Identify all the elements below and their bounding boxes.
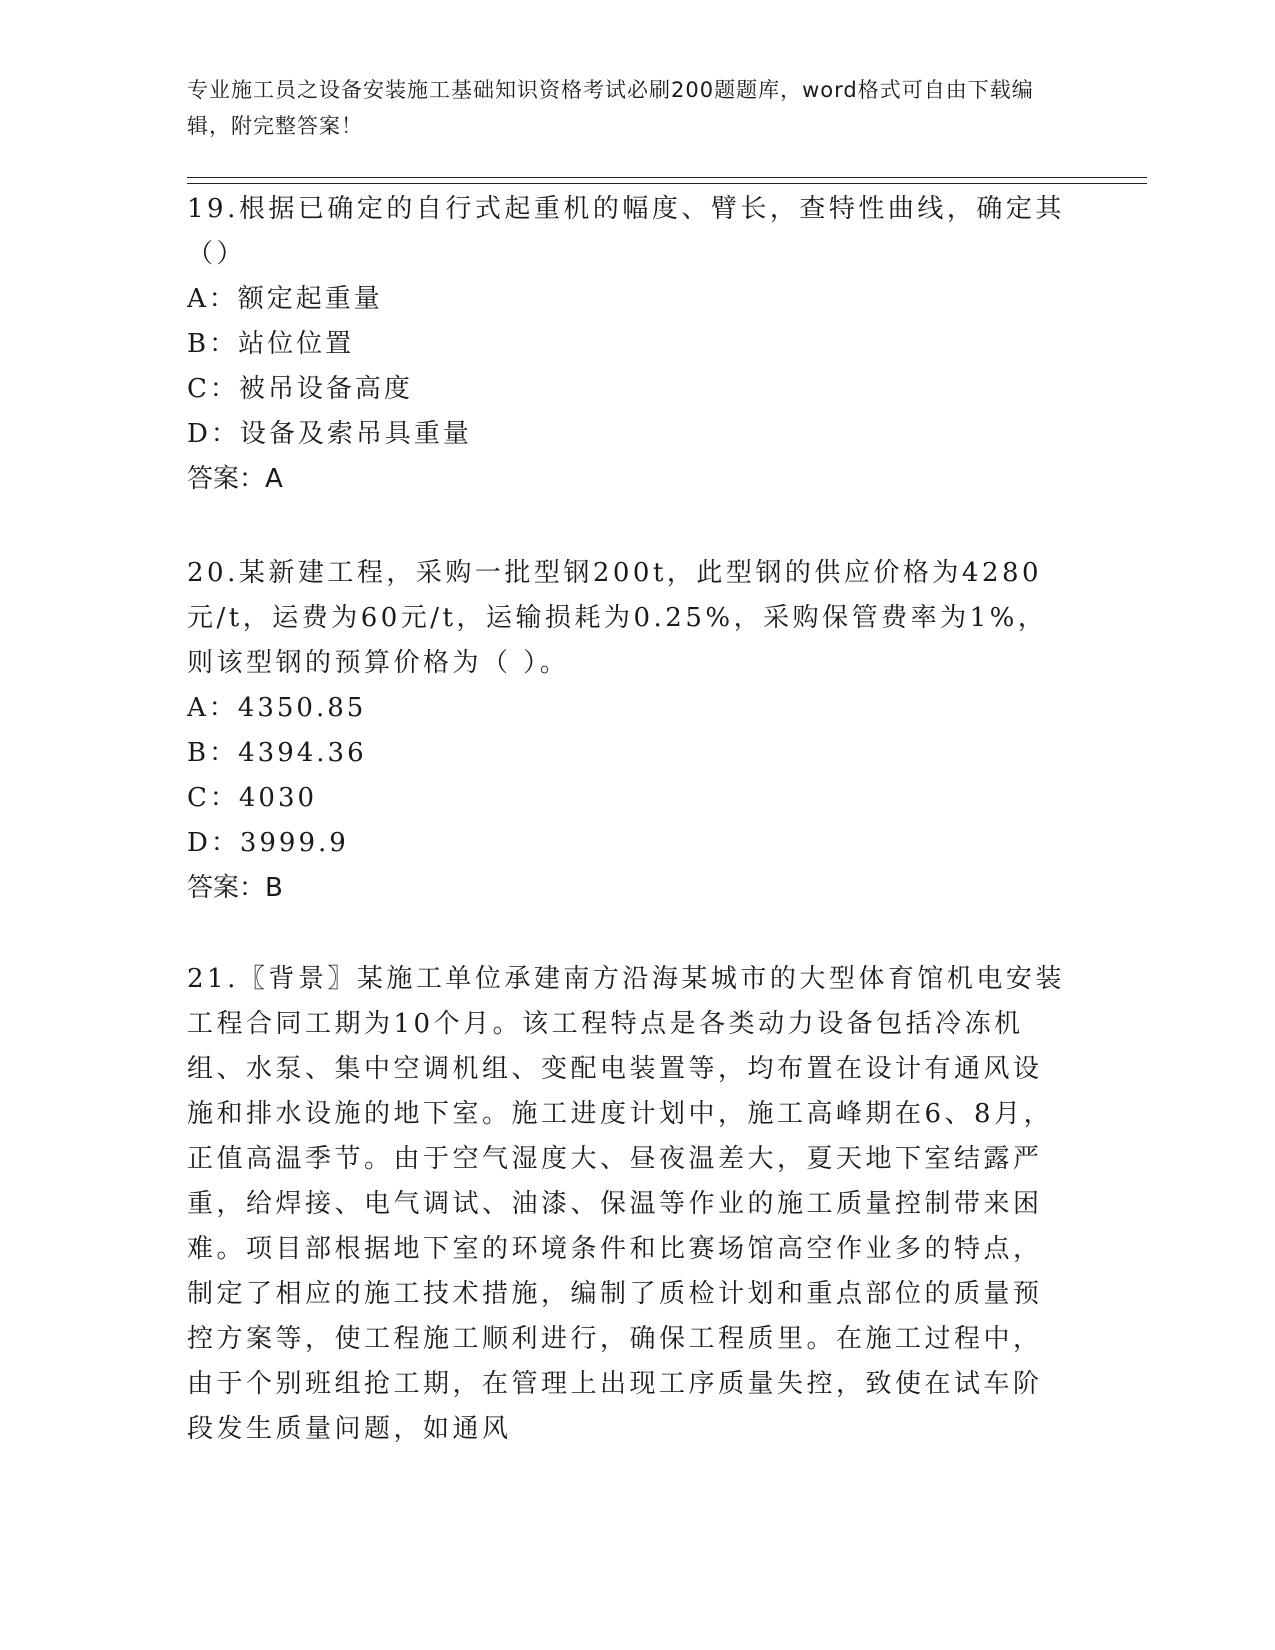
option-d: D：3999.9 <box>187 828 349 858</box>
option-a: A：4350.85 <box>187 693 367 723</box>
header-divider-top <box>187 177 1147 178</box>
question-text: 19.根据已确定的自行式起重机的幅度、臂长，查特性曲线，确定其（） <box>187 194 1065 269</box>
answer: 答案：B <box>187 873 283 903</box>
option-a: A：额定起重量 <box>187 284 383 314</box>
question-text: 21.〖背景〗某施工单位承建南方沿海某城市的大型体育馆机电安装工程合同工期为10个月。该工程特点是各类动力设备包括冷冻机组、水泵、集中空调机组、变配电装置等，均布置在设计有通风设施和排水设施的地下室。施工进度计划中，施工高峰期在6、8月，正值高温季节。由于空气湿度大、昼夜温差大，夏天地下室结露严重，给焊接、电气调试、油漆、保温等作业的施工质量控制带来困难。项目部根据地下室的环境条件和比赛场馆高空作业多的特点，制定了相应的施工技术措施，编制了质检计划和重点部位的质量预控方案等，使工程施工顺利进行，确保工程质里。在施工过程中，由于个别班组抢工期，在管理上出现工序质量失控，致使在试车阶段发生质量问题，如通风 <box>187 964 1065 1444</box>
option-b: B：4394.36 <box>187 738 367 768</box>
option-c: C：被吊设备高度 <box>187 374 413 404</box>
option-b: B：站位位置 <box>187 329 355 359</box>
option-d: D：设备及索吊具重量 <box>187 419 472 449</box>
question-19 <box>187 187 1067 502</box>
answer: 答案：A <box>187 464 283 494</box>
question-text: 20.某新建工程，采购一批型钢200t，此型钢的供应价格为4280元/t，运费为60元/t，运输损耗为0.25%，采购保管费率为1%，则该型钢的预算价格为（ ）。 <box>187 558 1048 678</box>
option-c: C：4030 <box>187 783 318 813</box>
header-divider-bottom <box>187 183 1147 184</box>
document-intro: 专业施工员之设备安装施工基础知识资格考试必刷200题题库，word格式可自由下载编辑，附完整答案！ <box>187 78 1034 138</box>
question-21 <box>187 957 1067 1452</box>
question-20 <box>187 551 1067 911</box>
